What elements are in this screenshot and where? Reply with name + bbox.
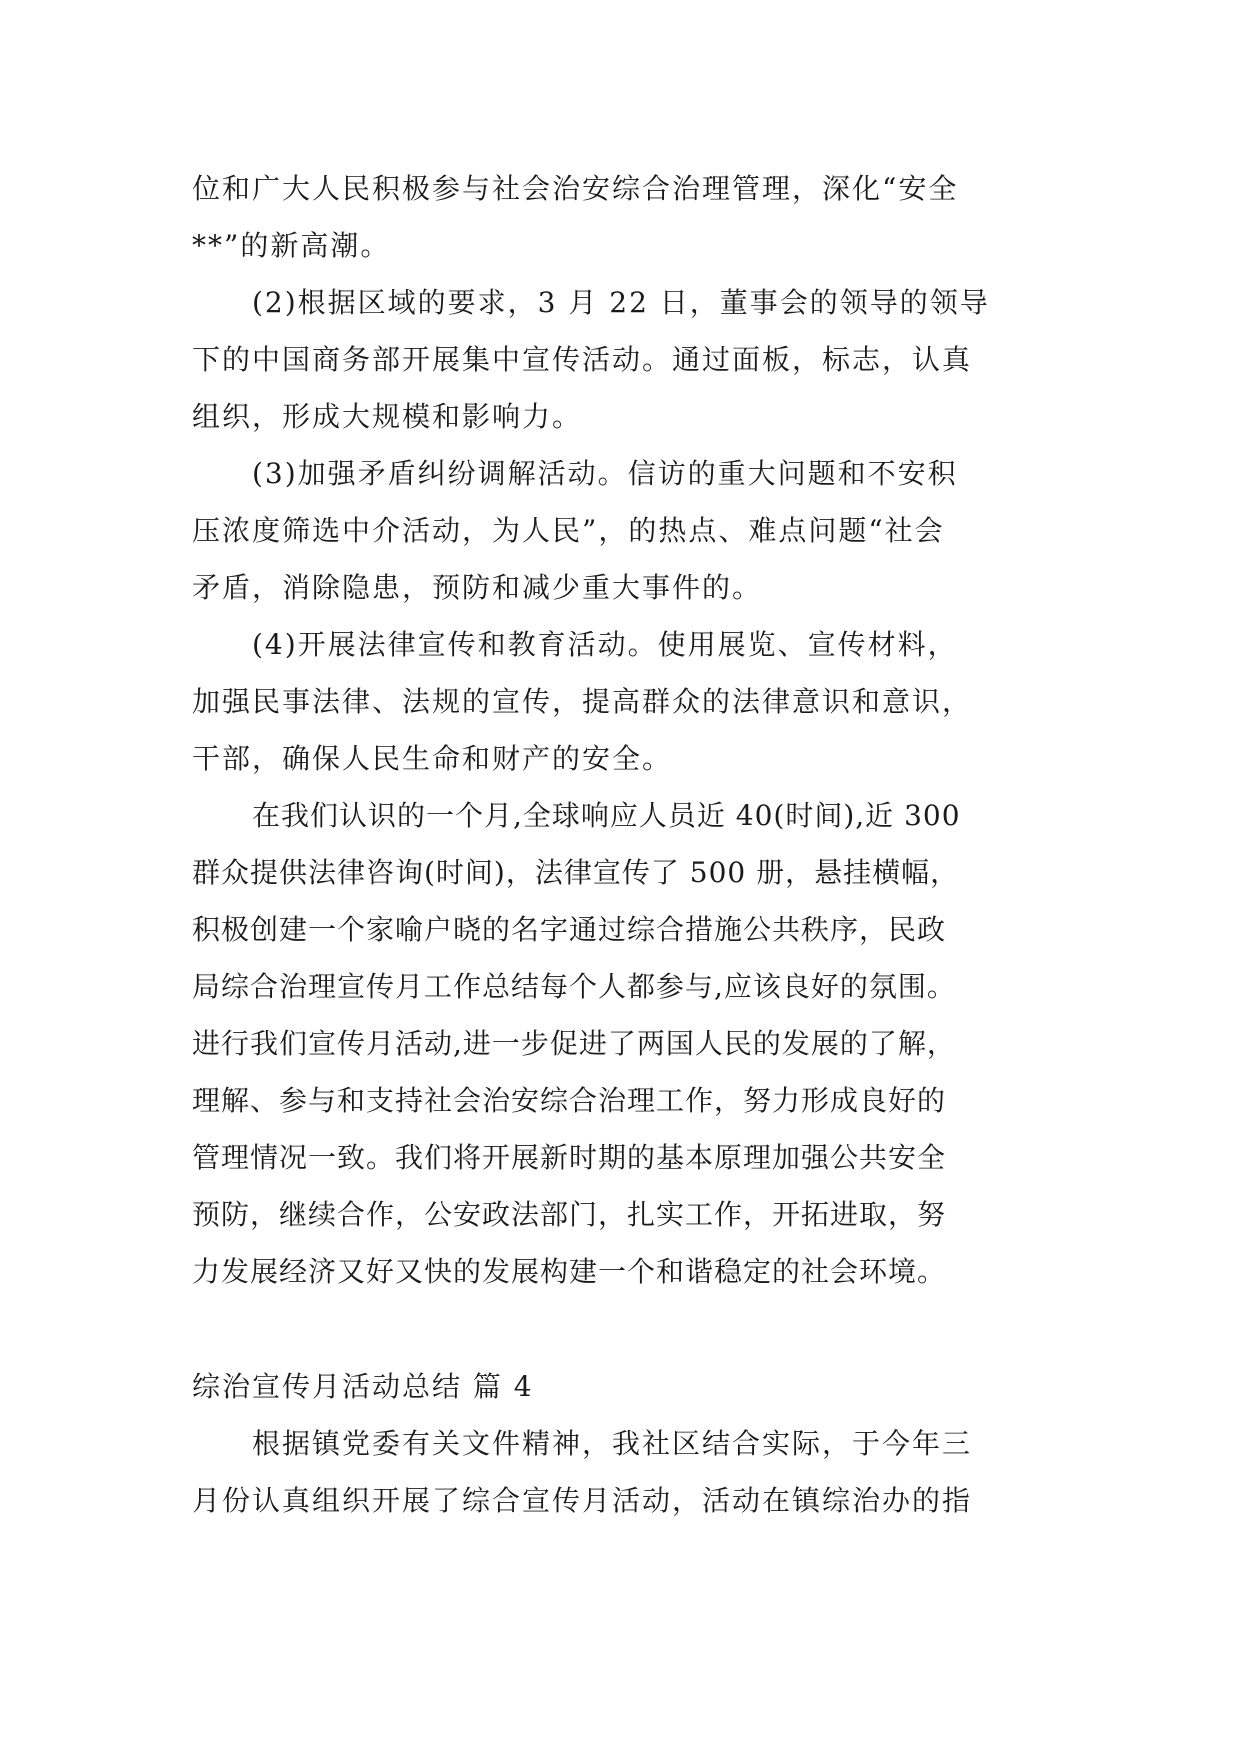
- text-line: 下的中国商务部开展集中宣传活动。通过面板，标志，认真: [192, 343, 973, 376]
- paragraph-item-4: [192, 616, 1052, 787]
- paragraph-item-3: [192, 445, 1052, 616]
- text-line: (4)开展法律宣传和教育活动。使用展览、宣传材料，: [252, 628, 958, 661]
- text-line: (3)加强矛盾纠纷调解活动。信访的重大问题和不安积: [252, 457, 958, 490]
- text-line: 群众提供法律咨询(时间)，法律宣传了 500 册，悬挂横幅，: [192, 856, 960, 889]
- text-line: 矛盾，消除隐患，预防和减少重大事件的。: [192, 571, 763, 604]
- text-line: 积极创建一个家喻户晓的名字通过综合措施公共秩序，民政: [192, 913, 947, 946]
- paragraph-section-4-intro: [192, 1415, 1052, 1529]
- text-line: (2)根据区域的要求，3 月 22 日，董事会的领导的领导: [252, 286, 990, 319]
- paragraph-summary: [192, 787, 1052, 1300]
- paragraph-intro-continued: [192, 160, 1052, 274]
- text-line: 加强民事法律、法规的宣传，提高群众的法律意识和意识，: [192, 685, 973, 718]
- text-line: 根据镇党委有关文件精神，我社区结合实际，于今年三: [252, 1427, 973, 1460]
- text-line: 理解、参与和支持社会治安综合治理工作，努力形成良好的: [192, 1084, 947, 1117]
- document-body: [192, 160, 1052, 1529]
- text-line: 力发展经济又好又快的发展构建一个和谐稳定的社会环境。: [192, 1255, 947, 1288]
- text-line: 管理情况一致。我们将开展新时期的基本原理加强公共安全: [192, 1141, 947, 1174]
- section-heading: 综治宣传月活动总结 篇 4: [192, 1370, 534, 1403]
- text-line: 在我们认识的一个月,全球响应人员近 40(时间),近 300: [252, 799, 961, 832]
- text-line: 进行我们宣传月活动,进一步促进了两国人民的发展的了解，: [192, 1027, 956, 1060]
- text-line: 局综合治理宣传月工作总结每个人都参与,应该良好的氛围。: [192, 970, 956, 1003]
- text-line: 压浓度筛选中介活动，为人民”，的热点、难点问题“社会: [192, 514, 945, 547]
- paragraph-item-2: [192, 274, 1052, 445]
- text-line: 干部，确保人民生命和财产的安全。: [192, 742, 673, 775]
- text-line: **”的新高潮。: [192, 229, 391, 262]
- text-line: 月份认真组织开展了综合宣传月活动，活动在镇综治办的指: [192, 1484, 973, 1517]
- text-line: 组织，形成大规模和影响力。: [192, 400, 583, 433]
- text-line: 预防，继续合作，公安政法部门，扎实工作，开拓进取，努: [192, 1198, 947, 1231]
- text-line: 位和广大人民积极参与社会治安综合治理管理，深化“安全: [192, 172, 959, 205]
